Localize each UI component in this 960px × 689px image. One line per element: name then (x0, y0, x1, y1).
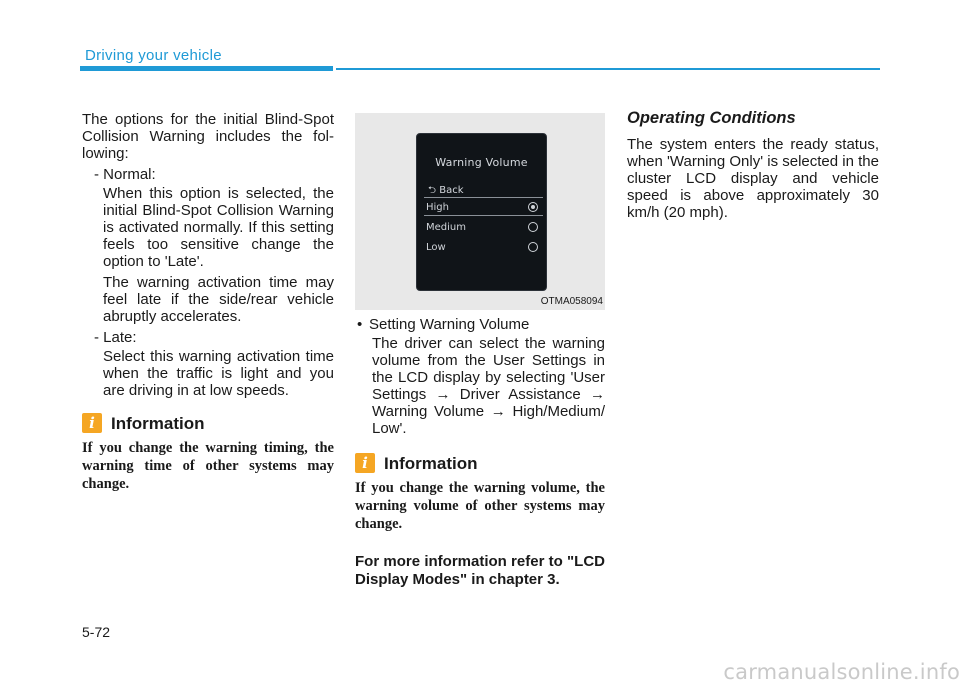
radio-unselected-icon (528, 242, 538, 252)
warning-volume-figure (355, 113, 605, 310)
information-title: Information (111, 413, 205, 433)
option-normal-paragraph-2: The warning activation time may feel late if the side/rear vehicle abruptly accelerates. (103, 274, 334, 325)
operating-conditions-body: The system enters the ready status, when 'Warning Only' is selected in the cluster LCD display and vehicle speed is above approximately 30 km/h (20 mph). (627, 136, 879, 221)
information-body: If you change the warning timing, the warning time of other systems may change. (82, 440, 334, 492)
radio-selected-icon (528, 202, 538, 212)
information-body: If you change the warning volume, the warning volume of other systems may change. (355, 480, 605, 532)
information-title: Information (384, 453, 478, 473)
option-late-label: - Late: (94, 329, 137, 346)
bullet-dot: • (357, 316, 363, 333)
option-normal-paragraph-1: When this option is selected, the initial Blind-Spot Collision Warning is activated normally. If this setting feels too sensitive change the option to 'Late'. (103, 185, 334, 270)
volume-option-medium[interactable] (424, 218, 543, 237)
header-rule-thick (80, 66, 333, 71)
lcd-screen (416, 133, 547, 291)
info-icon: i (82, 413, 102, 433)
column-right (627, 110, 879, 221)
information-heading (82, 413, 334, 433)
bullet-item (355, 316, 605, 333)
section-header-title: Driving your vehicle (85, 47, 222, 64)
column-middle (355, 316, 605, 589)
reference-note: For more information refer to "LCD Display Modes" in chapter 3. (355, 553, 605, 588)
header-rule-thin (336, 68, 880, 70)
return-arrow-icon: ⮌ (428, 185, 437, 196)
volume-option-low[interactable] (424, 238, 543, 257)
watermark: carmanualsonline.info (723, 660, 960, 684)
volume-option-label: Low (426, 242, 446, 253)
bullet-body: The driver can select the warning volume from the User Settings in the LCD display by selecting 'User Settings → Driver Assistance → Warning Volume → High/Medium/ Low'. (372, 335, 605, 437)
intro-paragraph: The options for the initial Blind-Spot Collision Warning includes the fol-lowing: (82, 111, 334, 162)
information-heading (355, 453, 605, 473)
operating-conditions-title: Operating Conditions (627, 109, 796, 127)
figure-code: OTMA058094 (540, 296, 603, 307)
volume-option-label: Medium (426, 222, 466, 233)
radio-unselected-icon (528, 222, 538, 232)
column-left (82, 111, 334, 493)
option-normal-label: - Normal: (94, 166, 156, 183)
back-label: Back (439, 185, 464, 196)
bullet-title: Setting Warning Volume (369, 316, 530, 333)
option-late-paragraph: Select this warning activation time when the traffic is light and you are driving in at low speeds. (103, 348, 334, 399)
info-icon: i (355, 453, 375, 473)
volume-option-high[interactable] (424, 197, 543, 216)
screen-title: Warning Volume (435, 156, 528, 169)
volume-option-label: High (426, 202, 449, 213)
page-number: 5-72 (82, 624, 111, 640)
